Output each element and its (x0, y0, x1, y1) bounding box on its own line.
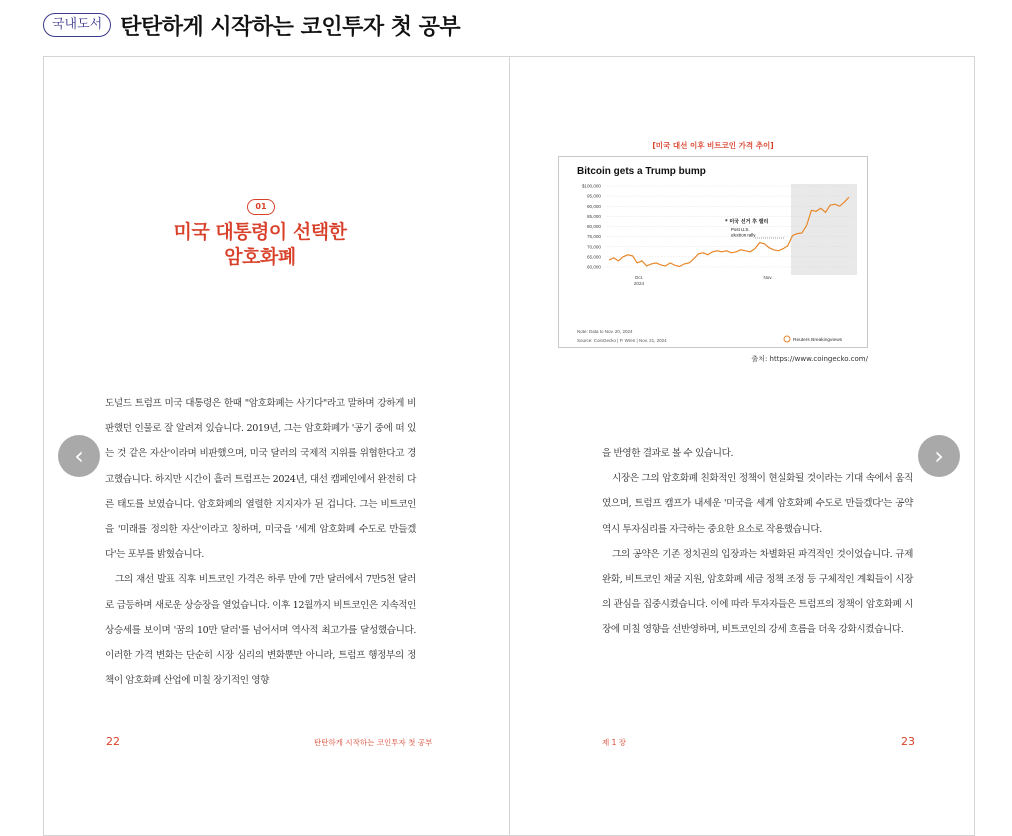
x-tick-label: Nov. (763, 275, 773, 280)
book-title: 탄탄하게 시작하는 코인투자 첫 공부 (120, 14, 461, 40)
running-title: 탄탄하게 시작하는 코인투자 첫 공부 (314, 738, 433, 747)
post-election-shade (791, 184, 857, 275)
left-page-body (105, 391, 416, 693)
chapter-title-line2: 암호화폐 (224, 246, 296, 268)
left-page-number: 22 (106, 735, 120, 748)
body-paragraph: 그의 공약은 기존 정치권의 입장과는 차별화된 파격적인 것이었습니다. 규제 완화, 비트코인 채굴 지원, 암호화폐 세금 정책 조정 등 구체적인 계획들이 시장의 관심을 집중시켰습니다. 이에 따라 투자자들은 트럼프의 정책이 암호화폐 시장에 미칠 영향을 선반영하며, 비트코인의 강세 흐름을 더욱 강화시켰습니다. (602, 548, 913, 636)
y-tick-label: 60,000 (586, 264, 601, 270)
chart-brand: Reuters Breakingviews (793, 338, 843, 343)
chapter-number-badge (247, 199, 273, 213)
right-page-number: 23 (901, 735, 915, 748)
y-tick-label: $100,000 (581, 183, 601, 189)
chart-title: Bitcoin gets a Trump bump (577, 166, 706, 177)
bitcoin-price-chart (558, 156, 868, 348)
category-badge[interactable]: 국내도서 (43, 13, 111, 37)
body-paragraph: 시장은 그의 암호화폐 친화적인 정책이 현실화될 것이라는 기대 속에서 움직였으며, 트럼프 캠프가 내세운 '미국을 세계 암호화폐 수도로 만들겠다'는 공약 역시 투자심리를 자극하는 중요한 요소로 작용했습니다. (602, 473, 913, 535)
chart-svg (559, 157, 867, 347)
y-tick-label: 65,000 (586, 254, 601, 260)
chevron-right-icon: › (934, 442, 944, 470)
y-tick-label: 95,000 (586, 193, 601, 199)
y-tick-label: 85,000 (586, 213, 601, 219)
chart-source-url: 출처: https://www.coingecko.com/ (751, 355, 868, 363)
chart-note: Note: Data to Nov. 20, 2024 (577, 329, 633, 334)
chapter-title-line1: 미국 대통령이 선택한 (173, 221, 347, 243)
y-tick-label: 70,000 (586, 244, 601, 250)
y-tick-label: 75,000 (586, 234, 601, 240)
y-tick-label: 90,000 (586, 203, 601, 209)
prev-page-button[interactable] (58, 435, 100, 477)
chapter-number: 01 (247, 199, 275, 215)
body-paragraph: 을 반영한 결과로 볼 수 있습니다. (602, 448, 734, 459)
chapter-title (144, 220, 376, 270)
body-paragraph: 도널드 트럼프 미국 대통령은 한때 "암호화폐는 사기다"라고 말하며 강하게 비판했던 인물로 잘 알려져 있습니다. 2019년, 그는 암호화폐가 '공기 중에 떠 있는 것 같은 자산'이라며 비판했으며, 미국 달러의 국제적 지위를 위협한다고 경고했습니다. 하지만 시간이 흘러 트럼프는 2024년, 대선 캠페인에서 완전히 다른 태도를 보였습니다. 암호화폐의 열렬한 지지자가 된 겁니다. 그는 비트코인을 '미래를 정의한 자산'이라고 칭하며, 미국을 '세계 암호화폐 수도로 만들겠다'는 포부를 밝혔습니다. (105, 398, 416, 561)
chart-source-note: Source: CoinGecko | P. Wren | Nov. 21, 2024 (577, 338, 667, 343)
reuters-logo-icon (784, 336, 790, 342)
book-header (43, 8, 460, 42)
right-page-body (602, 441, 913, 643)
chart-caption: [미국 대선 이후 비트코인 가격 추이] (652, 141, 774, 150)
x-tick-label: Oct. 2024 (633, 275, 645, 286)
annotation-english: Post U.S. election rally (731, 227, 756, 238)
next-page-button[interactable] (918, 435, 960, 477)
chapter-label: 제 1 장 (602, 738, 627, 747)
y-tick-label: 80,000 (586, 224, 601, 230)
chevron-left-icon: ‹ (74, 442, 84, 470)
page-divider (509, 57, 510, 835)
body-paragraph: 그의 재선 발표 직후 비트코인 가격은 하루 만에 7만 달러에서 7만5천 달러로 급등하며 새로운 상승장을 열었습니다. 이후 12월까지 비트코인은 지속적인 상승세를 보이며 '꿈의 10만 달러'를 넘어서며 역사적 최고가를 달성했습니다. 이러한 가격 변화는 단순히 시장 심리의 변화뿐만 아니라, 트럼프 행정부의 정책이 암호화폐 산업에 미칠 장기적인 영향 (105, 574, 416, 687)
annotation-korean: * 미국 선거 후 랠리 (725, 219, 769, 225)
